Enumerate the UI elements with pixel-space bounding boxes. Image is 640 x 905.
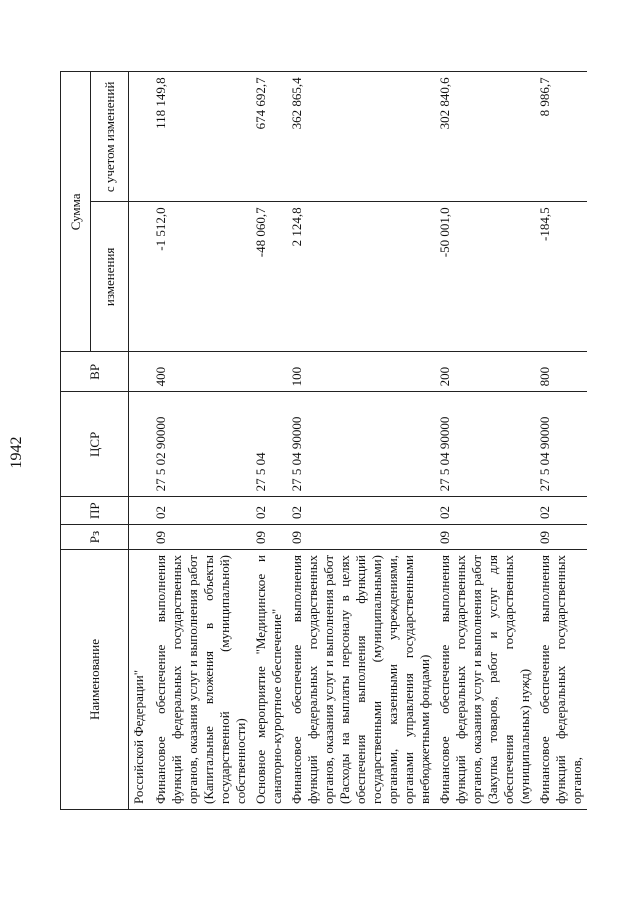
- row-vr: 400: [151, 352, 251, 392]
- page-number: 1942: [8, 436, 25, 469]
- row-change: -184,5: [535, 202, 587, 352]
- row-name: Финансовое обеспечение выполнения функций федеральных государственных органов, оказания услуг и выполнения работ (Капитальные вложения в объекты государственной (муниципальной) собственности): [151, 550, 251, 810]
- row-change: -50 001,0: [435, 202, 535, 352]
- row-total: 8 986,7: [535, 72, 587, 202]
- row-csr: 27 5 04: [251, 392, 287, 497]
- table-row: [435, 72, 535, 810]
- row-csr: 27 5 04 90000: [535, 392, 587, 497]
- row-change: -48 060,7: [251, 202, 287, 352]
- budget-table: [60, 71, 587, 810]
- row-csr: 27 5 04 90000: [287, 392, 435, 497]
- header-csr: ЦСР: [61, 392, 129, 497]
- row-rz: 09: [151, 525, 251, 550]
- row-total: 674 692,7: [251, 72, 287, 202]
- row-total: [129, 72, 151, 202]
- row-pr: 02: [287, 497, 435, 525]
- row-pr: 02: [535, 497, 587, 525]
- header-rz: Рз: [61, 525, 129, 550]
- row-pr: [129, 497, 151, 525]
- row-vr: [129, 352, 151, 392]
- row-pr: 02: [151, 497, 251, 525]
- row-total: 362 865,4: [287, 72, 435, 202]
- header-sum: Сумма: [61, 72, 91, 352]
- row-vr: [251, 352, 287, 392]
- row-total: 118 149,8: [151, 72, 251, 202]
- row-rz: 09: [435, 525, 535, 550]
- table-row: [287, 72, 435, 810]
- table-row: [535, 72, 587, 810]
- table-row: [151, 72, 251, 810]
- row-total: 302 840,6: [435, 72, 535, 202]
- row-name: Финансовое обеспечение выполнения функций федеральных государственных органов, оказания услуг и выполнения работ (Закупка товаров, работ и услуг для обеспечения государственных (муниципальных) нужд): [435, 550, 535, 810]
- row-rz: 09: [251, 525, 287, 550]
- header-name: Наименование: [61, 550, 129, 810]
- header-with-changes: с учетом изменений: [91, 72, 129, 202]
- row-csr: 27 5 04 90000: [435, 392, 535, 497]
- row-vr: 200: [435, 352, 535, 392]
- row-vr: 100: [287, 352, 435, 392]
- table-row: [129, 72, 151, 810]
- row-csr: 27 5 02 90000: [151, 392, 251, 497]
- row-pr: 02: [435, 497, 535, 525]
- header-vr: ВР: [61, 352, 129, 392]
- row-rz: [129, 525, 151, 550]
- row-vr: 800: [535, 352, 587, 392]
- row-name: Основное мероприятие "Медицинское и санаторно-курортное обеспечение": [251, 550, 287, 810]
- row-change: [129, 202, 151, 352]
- row-name: Финансовое обеспечение выполнения функций федеральных государственных органов, оказания услуг и выполнения работ (Расходы на выплаты персоналу в целях обеспечения выполнения функций государственными (муниципальными) органами, казенными учреждениями, органами управления государственными внебюджетными фондами): [287, 550, 435, 810]
- row-name: Финансовое обеспечение выполнения функций федеральных государственных органов,: [535, 550, 587, 810]
- row-rz: 09: [535, 525, 587, 550]
- row-pr: 02: [251, 497, 287, 525]
- row-csr: [129, 392, 151, 497]
- table-row: [251, 72, 287, 810]
- header-pr: ПР: [61, 497, 129, 525]
- header-change: изменения: [91, 202, 129, 352]
- row-change: 2 124,8: [287, 202, 435, 352]
- row-rz: 09: [287, 525, 435, 550]
- row-name: Российской Федерации": [129, 550, 151, 810]
- row-change: -1 512,0: [151, 202, 251, 352]
